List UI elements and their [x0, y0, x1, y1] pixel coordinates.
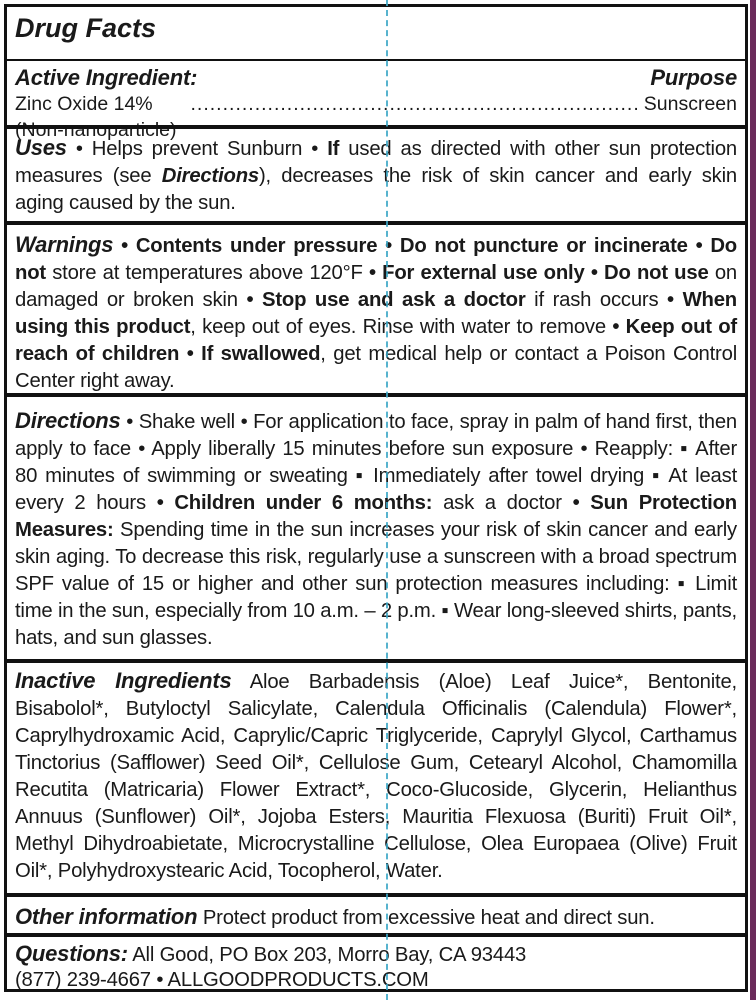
inactive-ingredients-list: Aloe Barbadensis (Aloe) Leaf Juice*, Bentonite, Bisabolol*, Butyloctyl Salicylate, Calendula Officinalis (Calendula) Flower*, Caprylhydroxamic Acid, Caprylic/Capric Triglyceride, Caprylyl Glycol, Carthamus Tinctorius (Safflower) Seed Oil*, Cellulose Gum, Cetearyl Alcohol, Chamomilla Recutita (Matricaria) Flower Extract*, Coco-Glucoside, Glycerin, Helianthus Annuus (Sunflower) Oil*, Jojoba Esters, Mauritia Flexuosa (Buriti) Fruit Oil*, Methyl Dihydroabietate, Microcrystalline Cellulose, Olea Europaea (Olive) Fruit Oil*, Polyhydroxystearic Acid, Tocopherol, Water.: [15, 671, 737, 882]
other-information-heading: Other information: [15, 904, 198, 929]
directions-section: [7, 393, 745, 652]
directions-text: [15, 407, 737, 652]
other-information-value: Protect product from excessive heat and direct sun.: [197, 907, 655, 929]
directions-segment: Spending time in the sun increases your risk of skin cancer and early skin aging. To decrease this risk, regularly use a sunscreen with a broad spectrum SPF value of 15 or higher and other sun protection measures including: ▪ Limit time in the sun, especially from 10 a.m. – 2 p.m. ▪ Wear long-sleeved shirts, pants, hats, and sun glasses.: [15, 519, 737, 649]
questions-address: All Good, PO Box 203, Morro Bay, CA 93443: [127, 944, 527, 966]
drug-facts-panel: [4, 4, 748, 992]
inactive-ingredients-heading: Inactive Ingredients: [15, 668, 232, 693]
purpose-value: Sunscreen: [643, 93, 737, 115]
warnings-segment: if rash occurs: [525, 289, 668, 311]
warnings-section: [7, 221, 745, 395]
directions-segment: • Shake well • For application to face, spray in palm of hand first, then apply to face • Apply liberally 15 minutes before sun exposure • Reapply: ▪ After 80 minutes of swimming or sweating ▪ Immediately after towel drying ▪ At least every 2 hours: [15, 411, 737, 514]
directions-heading: Directions: [15, 408, 121, 433]
uses-bold-1: If: [327, 138, 340, 160]
inactive-ingredients-text: [15, 667, 737, 885]
purpose-heading: Purpose: [650, 65, 737, 90]
active-ingredient-name: Zinc Oxide 14% (Non-nanoparticle): [15, 93, 177, 141]
questions-heading: Questions:: [15, 941, 128, 966]
warnings-segment: , keep out of eyes. Rinse with water to remove: [190, 316, 613, 338]
questions-contact: (877) 239-4667 • ALLGOODPRODUCTS.COM: [15, 969, 429, 991]
active-ingredient-heading: Active Ingredient:: [15, 65, 198, 90]
other-information-text: [15, 903, 737, 932]
uses-text-1: • Helps prevent Sunburn •: [66, 138, 328, 160]
warnings-segment: • Keep out of reach of children • If swallowed: [15, 316, 737, 365]
uses-text-2: used as directed with other sun protection measures (see: [15, 138, 737, 187]
warnings-segment: , get medical help or contact a Poison Control Center right away.: [15, 343, 737, 392]
uses-text-3: ), decreases the risk of skin cancer and early skin aging caused by the sun.: [15, 165, 737, 214]
warnings-segment: on damaged or broken skin: [15, 262, 737, 311]
questions-line-1: [15, 941, 737, 968]
right-edge-stripe: [750, 0, 756, 1000]
directions-segment: • Children under 6 months:: [156, 492, 433, 514]
uses-directions-ref: Directions: [161, 165, 259, 187]
questions-section: [7, 933, 745, 993]
uses-section: [7, 125, 745, 217]
warnings-text: [15, 231, 737, 395]
directions-segment: ask a doctor: [432, 492, 573, 514]
warnings-segment: • Contents under pressure • Do not puncture or incinerate • Do not: [15, 235, 737, 284]
dashed-guide-line: [386, 0, 388, 1000]
uses-text: [15, 134, 737, 217]
other-information-section: [7, 893, 745, 932]
title-section: [7, 11, 745, 45]
warnings-segment: • For external use only • Do not use: [368, 262, 709, 284]
directions-segment: • Sun Protection Measures:: [15, 492, 737, 541]
leader-dots: ......................................................................: [190, 93, 640, 115]
warnings-segment: • Stop use and ask a doctor: [246, 289, 526, 311]
drug-facts-title: Drug Facts: [15, 13, 157, 43]
warnings-segment: store at temperatures above 120°F: [45, 262, 369, 284]
warnings-segment: • When using this product: [15, 289, 737, 338]
warnings-heading: Warnings: [15, 232, 114, 257]
uses-heading: Uses: [15, 135, 67, 160]
inactive-ingredients-section: [7, 659, 745, 885]
